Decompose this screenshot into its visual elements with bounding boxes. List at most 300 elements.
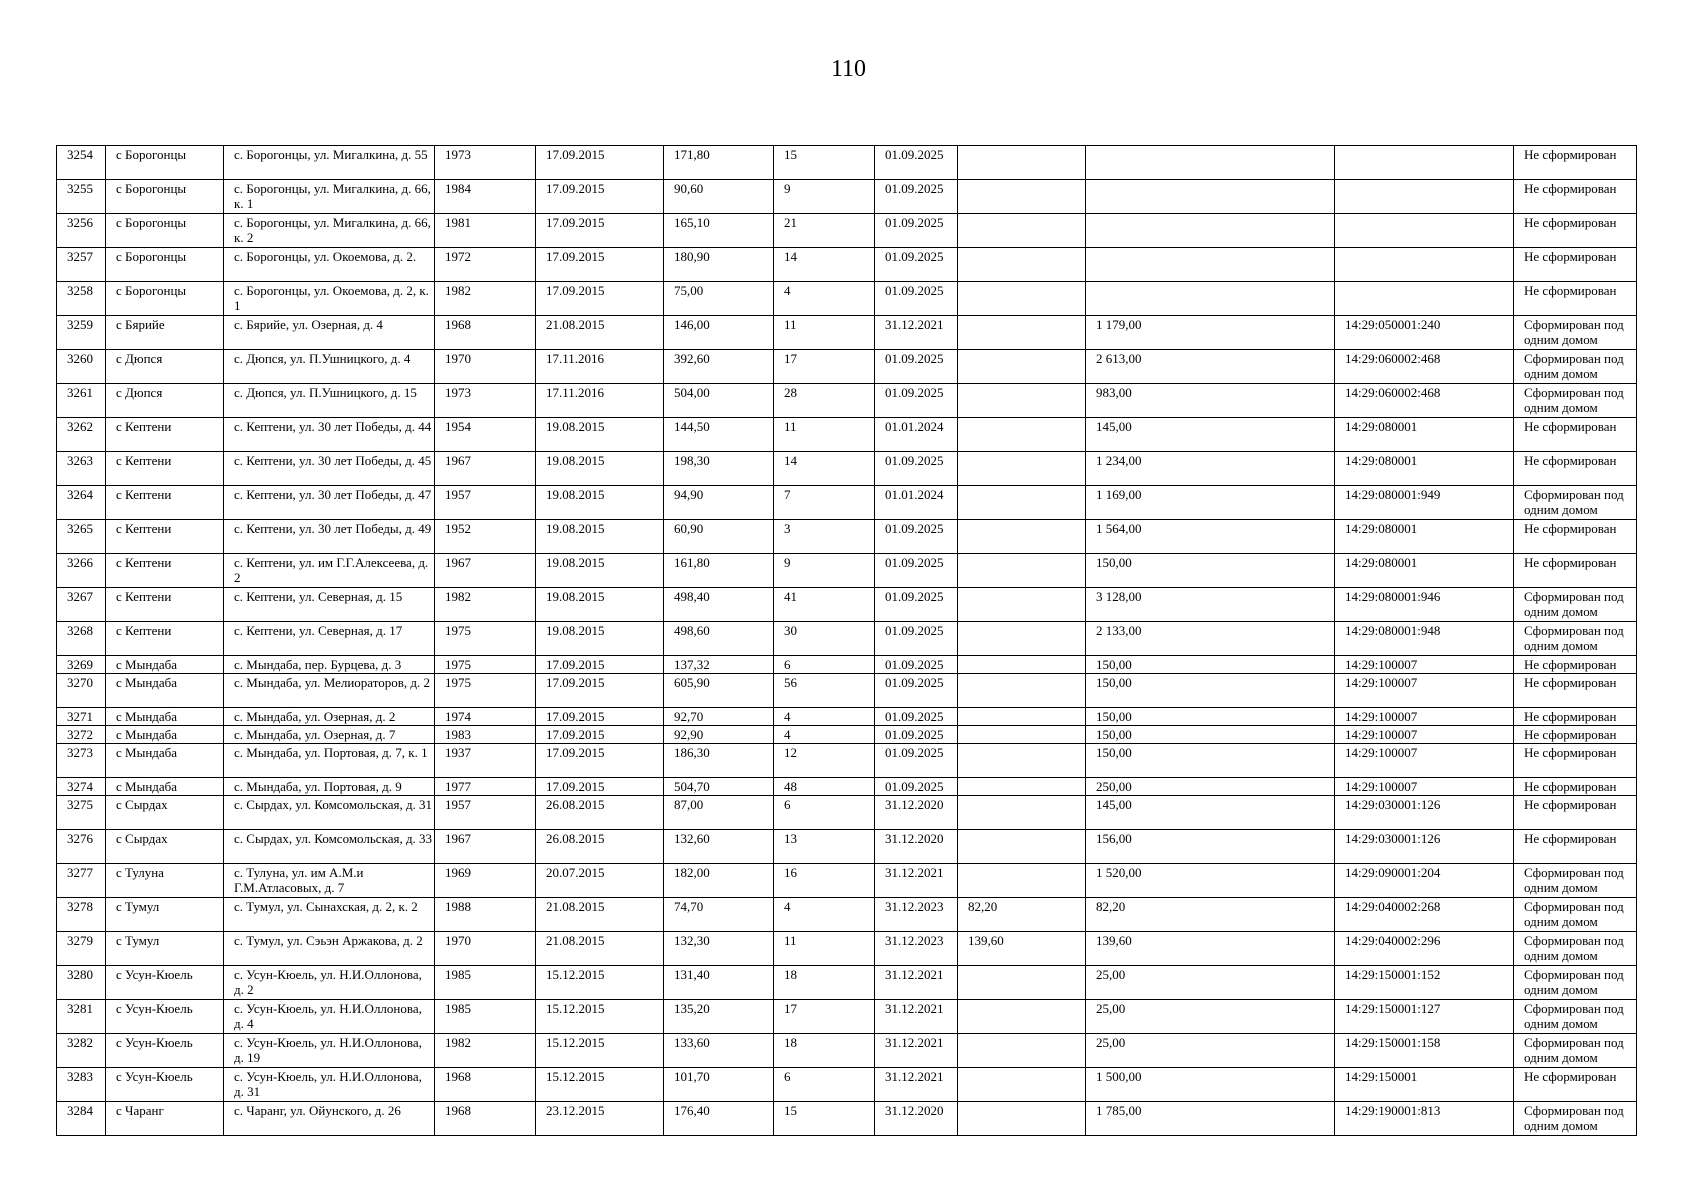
cell-status: Не сформирован	[1514, 146, 1637, 180]
cell-year: 1954	[435, 418, 536, 452]
cell-num: 3255	[57, 180, 106, 214]
table-row	[57, 622, 1637, 656]
cell-c9	[958, 656, 1086, 674]
cell-year: 1957	[435, 486, 536, 520]
cell-date: 17.09.2015	[536, 674, 664, 708]
cell-deadline: 31.12.2020	[875, 830, 958, 864]
cell-area: 176,40	[664, 1102, 774, 1136]
cell-year: 1970	[435, 350, 536, 384]
cell-area: 137,32	[664, 656, 774, 674]
cell-c9	[958, 674, 1086, 708]
cell-num: 3264	[57, 486, 106, 520]
cell-deadline: 01.09.2025	[875, 674, 958, 708]
table-row	[57, 932, 1637, 966]
cell-deadline: 01.09.2025	[875, 520, 958, 554]
cell-c9	[958, 588, 1086, 622]
cell-date: 17.11.2016	[536, 350, 664, 384]
cell-cadastral: 14:29:190001:813	[1335, 1102, 1514, 1136]
cell-c9	[958, 796, 1086, 830]
cell-c10: 25,00	[1086, 966, 1335, 1000]
cell-year: 1968	[435, 1068, 536, 1102]
cell-year: 1985	[435, 1000, 536, 1034]
cell-year: 1975	[435, 674, 536, 708]
cell-c10	[1086, 146, 1335, 180]
cell-c9	[958, 384, 1086, 418]
cell-c9: 139,60	[958, 932, 1086, 966]
cell-cadastral	[1335, 180, 1514, 214]
cell-address: с. Сырдах, ул. Комсомольская, д. 31	[224, 796, 435, 830]
cell-num: 3277	[57, 864, 106, 898]
cell-deadline: 01.09.2025	[875, 452, 958, 486]
cell-cadastral: 14:29:060002:468	[1335, 350, 1514, 384]
cell-cadastral: 14:29:080001	[1335, 418, 1514, 452]
table-row	[57, 1000, 1637, 1034]
cell-cadastral: 14:29:100007	[1335, 656, 1514, 674]
cell-year: 1973	[435, 384, 536, 418]
cell-residents: 18	[774, 1034, 875, 1068]
cell-address: с. Кептени, ул. Северная, д. 15	[224, 588, 435, 622]
cell-area: 161,80	[664, 554, 774, 588]
cell-address: с. Тумул, ул. Сэьэн Аржакова, д. 2	[224, 932, 435, 966]
table-row	[57, 418, 1637, 452]
cell-cadastral: 14:29:100007	[1335, 726, 1514, 744]
cell-address: с. Усун-Кюель, ул. Н.И.Оллонова, д. 19	[224, 1034, 435, 1068]
cell-residents: 28	[774, 384, 875, 418]
table-row	[57, 966, 1637, 1000]
cell-area: 498,40	[664, 588, 774, 622]
cell-address: с. Мындаба, ул. Озерная, д. 7	[224, 726, 435, 744]
cell-date: 15.12.2015	[536, 1000, 664, 1034]
cell-address: с. Борогонцы, ул. Мигалкина, д. 66, к. 2	[224, 214, 435, 248]
cell-year: 1982	[435, 282, 536, 316]
cell-status: Не сформирован	[1514, 520, 1637, 554]
cell-residents: 7	[774, 486, 875, 520]
cell-residents: 30	[774, 622, 875, 656]
cell-year: 1968	[435, 1102, 536, 1136]
cell-residents: 15	[774, 146, 875, 180]
cell-c9: 82,20	[958, 898, 1086, 932]
cell-area: 165,10	[664, 214, 774, 248]
cell-cadastral: 14:29:080001	[1335, 520, 1514, 554]
cell-num: 3261	[57, 384, 106, 418]
cell-status: Не сформирован	[1514, 282, 1637, 316]
cell-area: 392,60	[664, 350, 774, 384]
cell-status: Сформирован под одним домом	[1514, 486, 1637, 520]
page-number: 110	[830, 56, 867, 82]
cell-deadline: 01.09.2025	[875, 214, 958, 248]
cell-num: 3275	[57, 796, 106, 830]
table-row	[57, 486, 1637, 520]
cell-locality: с Усун-Кюель	[106, 966, 224, 1000]
cell-locality: с Усун-Кюель	[106, 1068, 224, 1102]
cell-address: с. Мындаба, ул. Портовая, д. 9	[224, 778, 435, 796]
cell-c10: 1 564,00	[1086, 520, 1335, 554]
cell-address: с. Мындаба, пер. Бурцева, д. 3	[224, 656, 435, 674]
cell-date: 17.09.2015	[536, 248, 664, 282]
cell-address: с. Кептени, ул. Северная, д. 17	[224, 622, 435, 656]
cell-date: 23.12.2015	[536, 1102, 664, 1136]
cell-cadastral	[1335, 214, 1514, 248]
cell-address: с. Сырдах, ул. Комсомольская, д. 33	[224, 830, 435, 864]
cell-status: Сформирован под одним домом	[1514, 588, 1637, 622]
cell-date: 19.08.2015	[536, 554, 664, 588]
cell-locality: с Тулуна	[106, 864, 224, 898]
cell-locality: с Мындаба	[106, 674, 224, 708]
cell-address: с. Мындаба, ул. Портовая, д. 7, к. 1	[224, 744, 435, 778]
table-row	[57, 350, 1637, 384]
cell-date: 17.09.2015	[536, 778, 664, 796]
cell-deadline: 01.09.2025	[875, 384, 958, 418]
cell-status: Не сформирован	[1514, 830, 1637, 864]
cell-status: Сформирован под одним домом	[1514, 1102, 1637, 1136]
cell-residents: 4	[774, 708, 875, 726]
cell-year: 1984	[435, 180, 536, 214]
cell-cadastral	[1335, 146, 1514, 180]
cell-num: 3276	[57, 830, 106, 864]
table-row	[57, 744, 1637, 778]
cell-locality: с Сырдах	[106, 796, 224, 830]
cell-area: 144,50	[664, 418, 774, 452]
cell-cadastral: 14:29:040002:296	[1335, 932, 1514, 966]
cell-year: 1977	[435, 778, 536, 796]
cell-cadastral: 14:29:080001:948	[1335, 622, 1514, 656]
cell-address: с. Кептени, ул. им Г.Г.Алексеева, д. 2	[224, 554, 435, 588]
cell-c9	[958, 316, 1086, 350]
cell-locality: с Кептени	[106, 418, 224, 452]
cell-c9	[958, 214, 1086, 248]
cell-date: 19.08.2015	[536, 622, 664, 656]
table-row	[57, 796, 1637, 830]
cell-deadline: 01.09.2025	[875, 248, 958, 282]
cell-num: 3262	[57, 418, 106, 452]
cell-num: 3282	[57, 1034, 106, 1068]
cell-deadline: 31.12.2023	[875, 932, 958, 966]
cell-date: 19.08.2015	[536, 486, 664, 520]
cell-c9	[958, 708, 1086, 726]
cell-residents: 6	[774, 796, 875, 830]
cell-residents: 21	[774, 214, 875, 248]
cell-cadastral: 14:29:030001:126	[1335, 796, 1514, 830]
table-row	[57, 248, 1637, 282]
cell-deadline: 01.09.2025	[875, 726, 958, 744]
cell-area: 92,90	[664, 726, 774, 744]
cell-c10	[1086, 180, 1335, 214]
cell-locality: с Чаранг	[106, 1102, 224, 1136]
cell-c10: 150,00	[1086, 726, 1335, 744]
cell-deadline: 01.09.2025	[875, 282, 958, 316]
cell-date: 17.09.2015	[536, 214, 664, 248]
cell-status: Не сформирован	[1514, 656, 1637, 674]
cell-year: 1973	[435, 146, 536, 180]
cell-date: 26.08.2015	[536, 830, 664, 864]
cell-c9	[958, 744, 1086, 778]
cell-date: 15.12.2015	[536, 1034, 664, 1068]
cell-year: 1982	[435, 588, 536, 622]
cell-c10: 139,60	[1086, 932, 1335, 966]
cell-locality: с Мындаба	[106, 778, 224, 796]
cell-num: 3257	[57, 248, 106, 282]
cell-area: 94,90	[664, 486, 774, 520]
cell-locality: с Кептени	[106, 486, 224, 520]
cell-num: 3266	[57, 554, 106, 588]
cell-date: 17.09.2015	[536, 180, 664, 214]
cell-date: 20.07.2015	[536, 864, 664, 898]
cell-deadline: 01.09.2025	[875, 554, 958, 588]
cell-c10: 3 128,00	[1086, 588, 1335, 622]
cell-c9	[958, 1102, 1086, 1136]
cell-locality: с Кептени	[106, 520, 224, 554]
cell-address: с. Тумул, ул. Сынахская, д. 2, к. 2	[224, 898, 435, 932]
cell-area: 504,00	[664, 384, 774, 418]
cell-c9	[958, 350, 1086, 384]
cell-deadline: 31.12.2020	[875, 796, 958, 830]
cell-deadline: 31.12.2021	[875, 864, 958, 898]
cell-c9	[958, 520, 1086, 554]
cell-deadline: 01.09.2025	[875, 350, 958, 384]
cell-area: 133,60	[664, 1034, 774, 1068]
cell-c10: 82,20	[1086, 898, 1335, 932]
cell-address: с. Тулуна, ул. им А.М.и Г.М.Атласовых, д. 7	[224, 864, 435, 898]
cell-residents: 4	[774, 898, 875, 932]
cell-cadastral: 14:29:100007	[1335, 778, 1514, 796]
cell-deadline: 01.09.2025	[875, 622, 958, 656]
cell-year: 1974	[435, 708, 536, 726]
cell-address: с. Кептени, ул. 30 лет Победы, д. 44	[224, 418, 435, 452]
cell-year: 1975	[435, 622, 536, 656]
cell-area: 60,90	[664, 520, 774, 554]
cell-year: 1952	[435, 520, 536, 554]
cell-locality: с Борогонцы	[106, 248, 224, 282]
cell-c9	[958, 248, 1086, 282]
cell-c9	[958, 1000, 1086, 1034]
cell-date: 15.12.2015	[536, 966, 664, 1000]
cell-date: 19.08.2015	[536, 452, 664, 486]
cell-address: с. Дюпся, ул. П.Ушницкого, д. 15	[224, 384, 435, 418]
cell-cadastral: 14:29:080001:946	[1335, 588, 1514, 622]
cell-c10: 1 179,00	[1086, 316, 1335, 350]
cell-status: Не сформирован	[1514, 180, 1637, 214]
cell-cadastral: 14:29:080001	[1335, 554, 1514, 588]
cell-c10: 25,00	[1086, 1034, 1335, 1068]
cell-date: 26.08.2015	[536, 796, 664, 830]
cell-cadastral	[1335, 282, 1514, 316]
registry-body	[57, 146, 1637, 1136]
cell-date: 17.11.2016	[536, 384, 664, 418]
cell-cadastral	[1335, 248, 1514, 282]
cell-c9	[958, 418, 1086, 452]
table-row	[57, 316, 1637, 350]
cell-date: 17.09.2015	[536, 656, 664, 674]
cell-residents: 11	[774, 316, 875, 350]
cell-year: 1967	[435, 830, 536, 864]
table-row	[57, 588, 1637, 622]
cell-address: с. Борогонцы, ул. Мигалкина, д. 66, к. 1	[224, 180, 435, 214]
cell-num: 3271	[57, 708, 106, 726]
cell-num: 3260	[57, 350, 106, 384]
cell-date: 19.08.2015	[536, 418, 664, 452]
cell-address: с. Усун-Кюель, ул. Н.И.Оллонова, д. 4	[224, 1000, 435, 1034]
cell-area: 504,70	[664, 778, 774, 796]
cell-c10: 150,00	[1086, 744, 1335, 778]
cell-date: 17.09.2015	[536, 146, 664, 180]
cell-residents: 9	[774, 554, 875, 588]
cell-status: Не сформирован	[1514, 674, 1637, 708]
cell-year: 1969	[435, 864, 536, 898]
cell-deadline: 31.12.2021	[875, 966, 958, 1000]
cell-residents: 17	[774, 350, 875, 384]
cell-cadastral: 14:29:030001:126	[1335, 830, 1514, 864]
cell-area: 87,00	[664, 796, 774, 830]
cell-residents: 18	[774, 966, 875, 1000]
cell-deadline: 01.09.2025	[875, 708, 958, 726]
cell-address: с. Дюпся, ул. П.Ушницкого, д. 4	[224, 350, 435, 384]
cell-cadastral: 14:29:040002:268	[1335, 898, 1514, 932]
cell-c9	[958, 726, 1086, 744]
table-row	[57, 1102, 1637, 1136]
cell-year: 1967	[435, 554, 536, 588]
cell-deadline: 01.09.2025	[875, 778, 958, 796]
cell-residents: 11	[774, 418, 875, 452]
cell-residents: 4	[774, 282, 875, 316]
cell-locality: с Усун-Кюель	[106, 1034, 224, 1068]
cell-c10	[1086, 248, 1335, 282]
cell-c10: 1 234,00	[1086, 452, 1335, 486]
cell-address: с. Усун-Кюель, ул. Н.И.Оллонова, д. 31	[224, 1068, 435, 1102]
cell-c9	[958, 146, 1086, 180]
table-row	[57, 1034, 1637, 1068]
cell-status: Не сформирован	[1514, 554, 1637, 588]
cell-num: 3284	[57, 1102, 106, 1136]
cell-c10: 1 520,00	[1086, 864, 1335, 898]
cell-address: с. Бярийе, ул. Озерная, д. 4	[224, 316, 435, 350]
cell-num: 3273	[57, 744, 106, 778]
cell-c10: 145,00	[1086, 796, 1335, 830]
cell-locality: с Дюпся	[106, 350, 224, 384]
cell-status: Не сформирован	[1514, 1068, 1637, 1102]
cell-deadline: 01.01.2024	[875, 486, 958, 520]
cell-num: 3268	[57, 622, 106, 656]
cell-area: 131,40	[664, 966, 774, 1000]
cell-area: 186,30	[664, 744, 774, 778]
cell-address: с. Кептени, ул. 30 лет Победы, д. 45	[224, 452, 435, 486]
cell-status: Сформирован под одним домом	[1514, 898, 1637, 932]
cell-year: 1988	[435, 898, 536, 932]
cell-date: 17.09.2015	[536, 282, 664, 316]
cell-c10: 150,00	[1086, 708, 1335, 726]
cell-status: Не сформирован	[1514, 214, 1637, 248]
cell-c10: 2 613,00	[1086, 350, 1335, 384]
cell-c9	[958, 486, 1086, 520]
cell-residents: 11	[774, 932, 875, 966]
cell-address: с. Борогонцы, ул. Окоемова, д. 2, к. 1	[224, 282, 435, 316]
cell-residents: 9	[774, 180, 875, 214]
cell-area: 132,30	[664, 932, 774, 966]
cell-status: Не сформирован	[1514, 778, 1637, 796]
cell-residents: 15	[774, 1102, 875, 1136]
cell-c9	[958, 1068, 1086, 1102]
cell-c9	[958, 778, 1086, 796]
table-row	[57, 674, 1637, 708]
cell-c9	[958, 282, 1086, 316]
cell-address: с. Борогонцы, ул. Мигалкина, д. 55	[224, 146, 435, 180]
cell-c10: 983,00	[1086, 384, 1335, 418]
cell-status: Сформирован под одним домом	[1514, 864, 1637, 898]
cell-locality: с Сырдах	[106, 830, 224, 864]
cell-locality: с Борогонцы	[106, 146, 224, 180]
cell-cadastral: 14:29:050001:240	[1335, 316, 1514, 350]
cell-year: 1967	[435, 452, 536, 486]
cell-year: 1975	[435, 656, 536, 674]
cell-status: Сформирован под одним домом	[1514, 966, 1637, 1000]
cell-date: 17.09.2015	[536, 726, 664, 744]
cell-date: 21.08.2015	[536, 932, 664, 966]
cell-residents: 4	[774, 726, 875, 744]
cell-area: 74,70	[664, 898, 774, 932]
cell-residents: 41	[774, 588, 875, 622]
cell-c10: 156,00	[1086, 830, 1335, 864]
cell-c9	[958, 452, 1086, 486]
cell-c10: 1 500,00	[1086, 1068, 1335, 1102]
table-row	[57, 864, 1637, 898]
cell-cadastral: 14:29:100007	[1335, 744, 1514, 778]
cell-c10: 2 133,00	[1086, 622, 1335, 656]
cell-locality: с Кептени	[106, 452, 224, 486]
cell-locality: с Кептени	[106, 622, 224, 656]
cell-address: с. Кептени, ул. 30 лет Победы, д. 47	[224, 486, 435, 520]
cell-locality: с Тумул	[106, 898, 224, 932]
cell-year: 1972	[435, 248, 536, 282]
cell-deadline: 01.09.2025	[875, 744, 958, 778]
cell-locality: с Мындаба	[106, 656, 224, 674]
cell-locality: с Кептени	[106, 554, 224, 588]
cell-date: 21.08.2015	[536, 898, 664, 932]
cell-locality: с Борогонцы	[106, 180, 224, 214]
table-row	[57, 554, 1637, 588]
cell-num: 3274	[57, 778, 106, 796]
cell-residents: 6	[774, 656, 875, 674]
cell-area: 171,80	[664, 146, 774, 180]
cell-num: 3265	[57, 520, 106, 554]
cell-year: 1957	[435, 796, 536, 830]
cell-locality: с Борогонцы	[106, 214, 224, 248]
cell-deadline: 31.12.2020	[875, 1102, 958, 1136]
cell-area: 132,60	[664, 830, 774, 864]
cell-area: 101,70	[664, 1068, 774, 1102]
cell-cadastral: 14:29:100007	[1335, 708, 1514, 726]
cell-deadline: 01.09.2025	[875, 588, 958, 622]
cell-status: Сформирован под одним домом	[1514, 316, 1637, 350]
cell-address: с. Мындаба, ул. Озерная, д. 2	[224, 708, 435, 726]
cell-deadline: 01.09.2025	[875, 180, 958, 214]
cell-area: 92,70	[664, 708, 774, 726]
cell-residents: 16	[774, 864, 875, 898]
cell-num: 3279	[57, 932, 106, 966]
cell-deadline: 01.09.2025	[875, 146, 958, 180]
cell-year: 1982	[435, 1034, 536, 1068]
cell-c10	[1086, 214, 1335, 248]
cell-status: Не сформирован	[1514, 744, 1637, 778]
cell-status: Сформирован под одним домом	[1514, 932, 1637, 966]
cell-residents: 56	[774, 674, 875, 708]
cell-year: 1968	[435, 316, 536, 350]
cell-deadline: 31.12.2023	[875, 898, 958, 932]
cell-cadastral: 14:29:100007	[1335, 674, 1514, 708]
table-row	[57, 898, 1637, 932]
table-row	[57, 830, 1637, 864]
housing-registry-table	[56, 145, 1637, 1136]
cell-deadline: 01.09.2025	[875, 656, 958, 674]
cell-area: 75,00	[664, 282, 774, 316]
